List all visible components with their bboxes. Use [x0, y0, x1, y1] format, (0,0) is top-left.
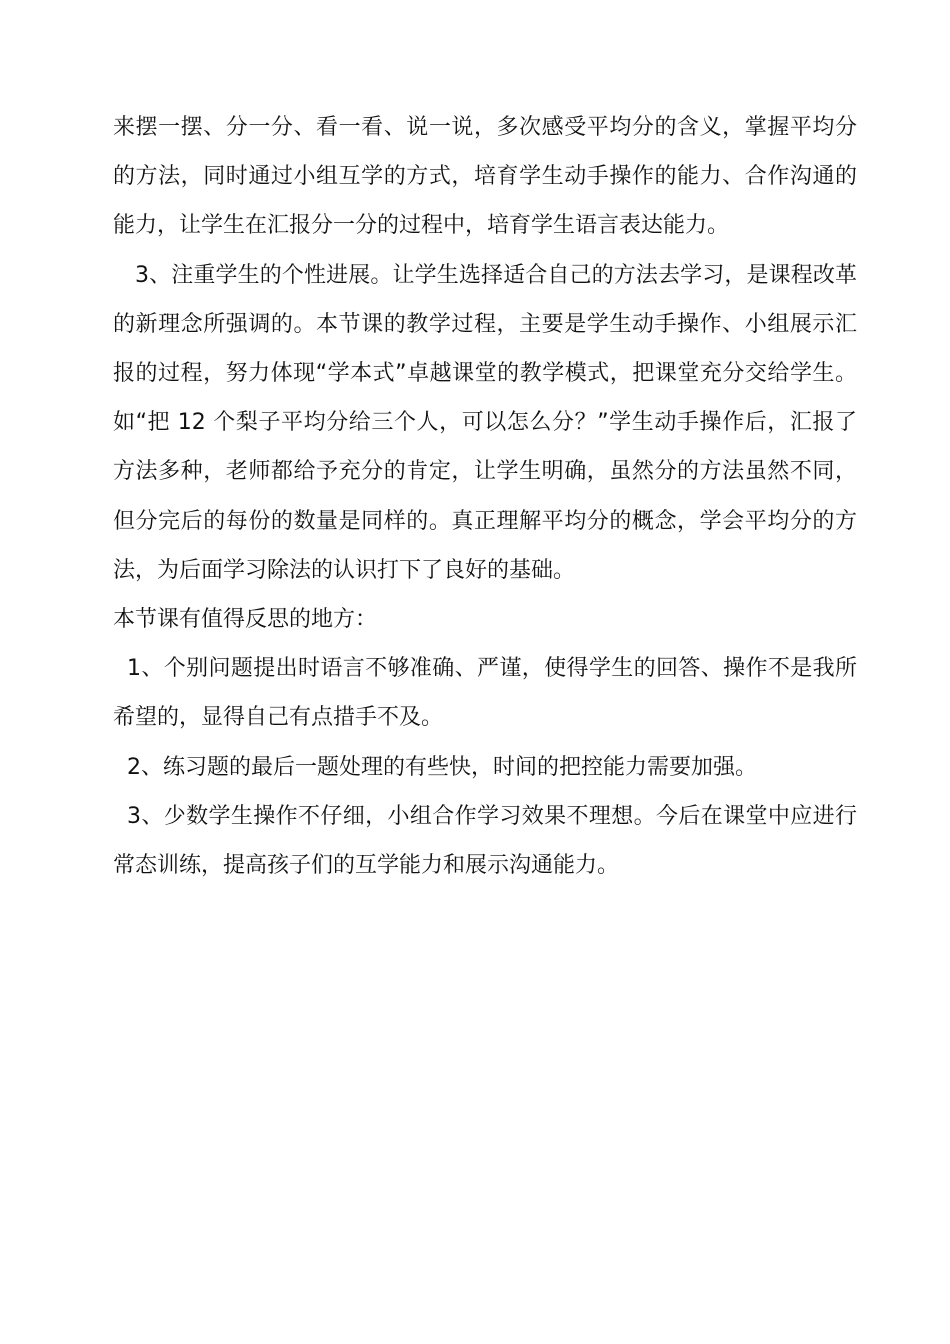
- paragraph-reflection-3: 3、少数学生操作不仔细，小组合作学习效果不理想。今后在课堂中应进行常态训练，提高孩子们的互学能力和展示沟通能力。: [113, 803, 857, 879]
- paragraph-reflection-heading: 本节课有值得反思的地方：: [113, 607, 378, 633]
- paragraph-reflection-2: 2、练习题的最后一题处理的有些快，时间的把控能力需要加强。: [127, 754, 757, 780]
- document-body: [113, 103, 857, 890]
- paragraph-continuation: 来摆一摆、分一分、看一看、说一说，多次感受平均分的含义，掌握平均分的方法，同时通过小组互学的方式，培育学生动手操作的能力、合作沟通的能力，让学生在汇报分一分的过程中，培育学生语言表达能力。: [113, 115, 857, 239]
- paragraph-point-3: 3、注重学生的个性进展。让学生选择适合自己的方法去学习，是课程改革的新理念所强调的。本节课的教学过程，主要是学生动手操作、小组展示汇报的过程，努力体现“学本式”卓越课堂的教学模式，把课堂充分交给学生。如“把 12 个梨子平均分给三个人，可以怎么分？”学生动手操作后，汇报了方法多种，老师都给予充分的肯定，让学生明确，虽然分的方法虽然不同，但分完后的每份的数量是同样的。真正理解平均分的概念，学会平均分的方法，为后面学习除法的认识打下了良好的基础。: [113, 262, 857, 583]
- paragraph-reflection-1: 1、个别问题提出时语言不够准确、严谨，使得学生的回答、操作不是我所希望的，显得自己有点措手不及。: [113, 656, 857, 731]
